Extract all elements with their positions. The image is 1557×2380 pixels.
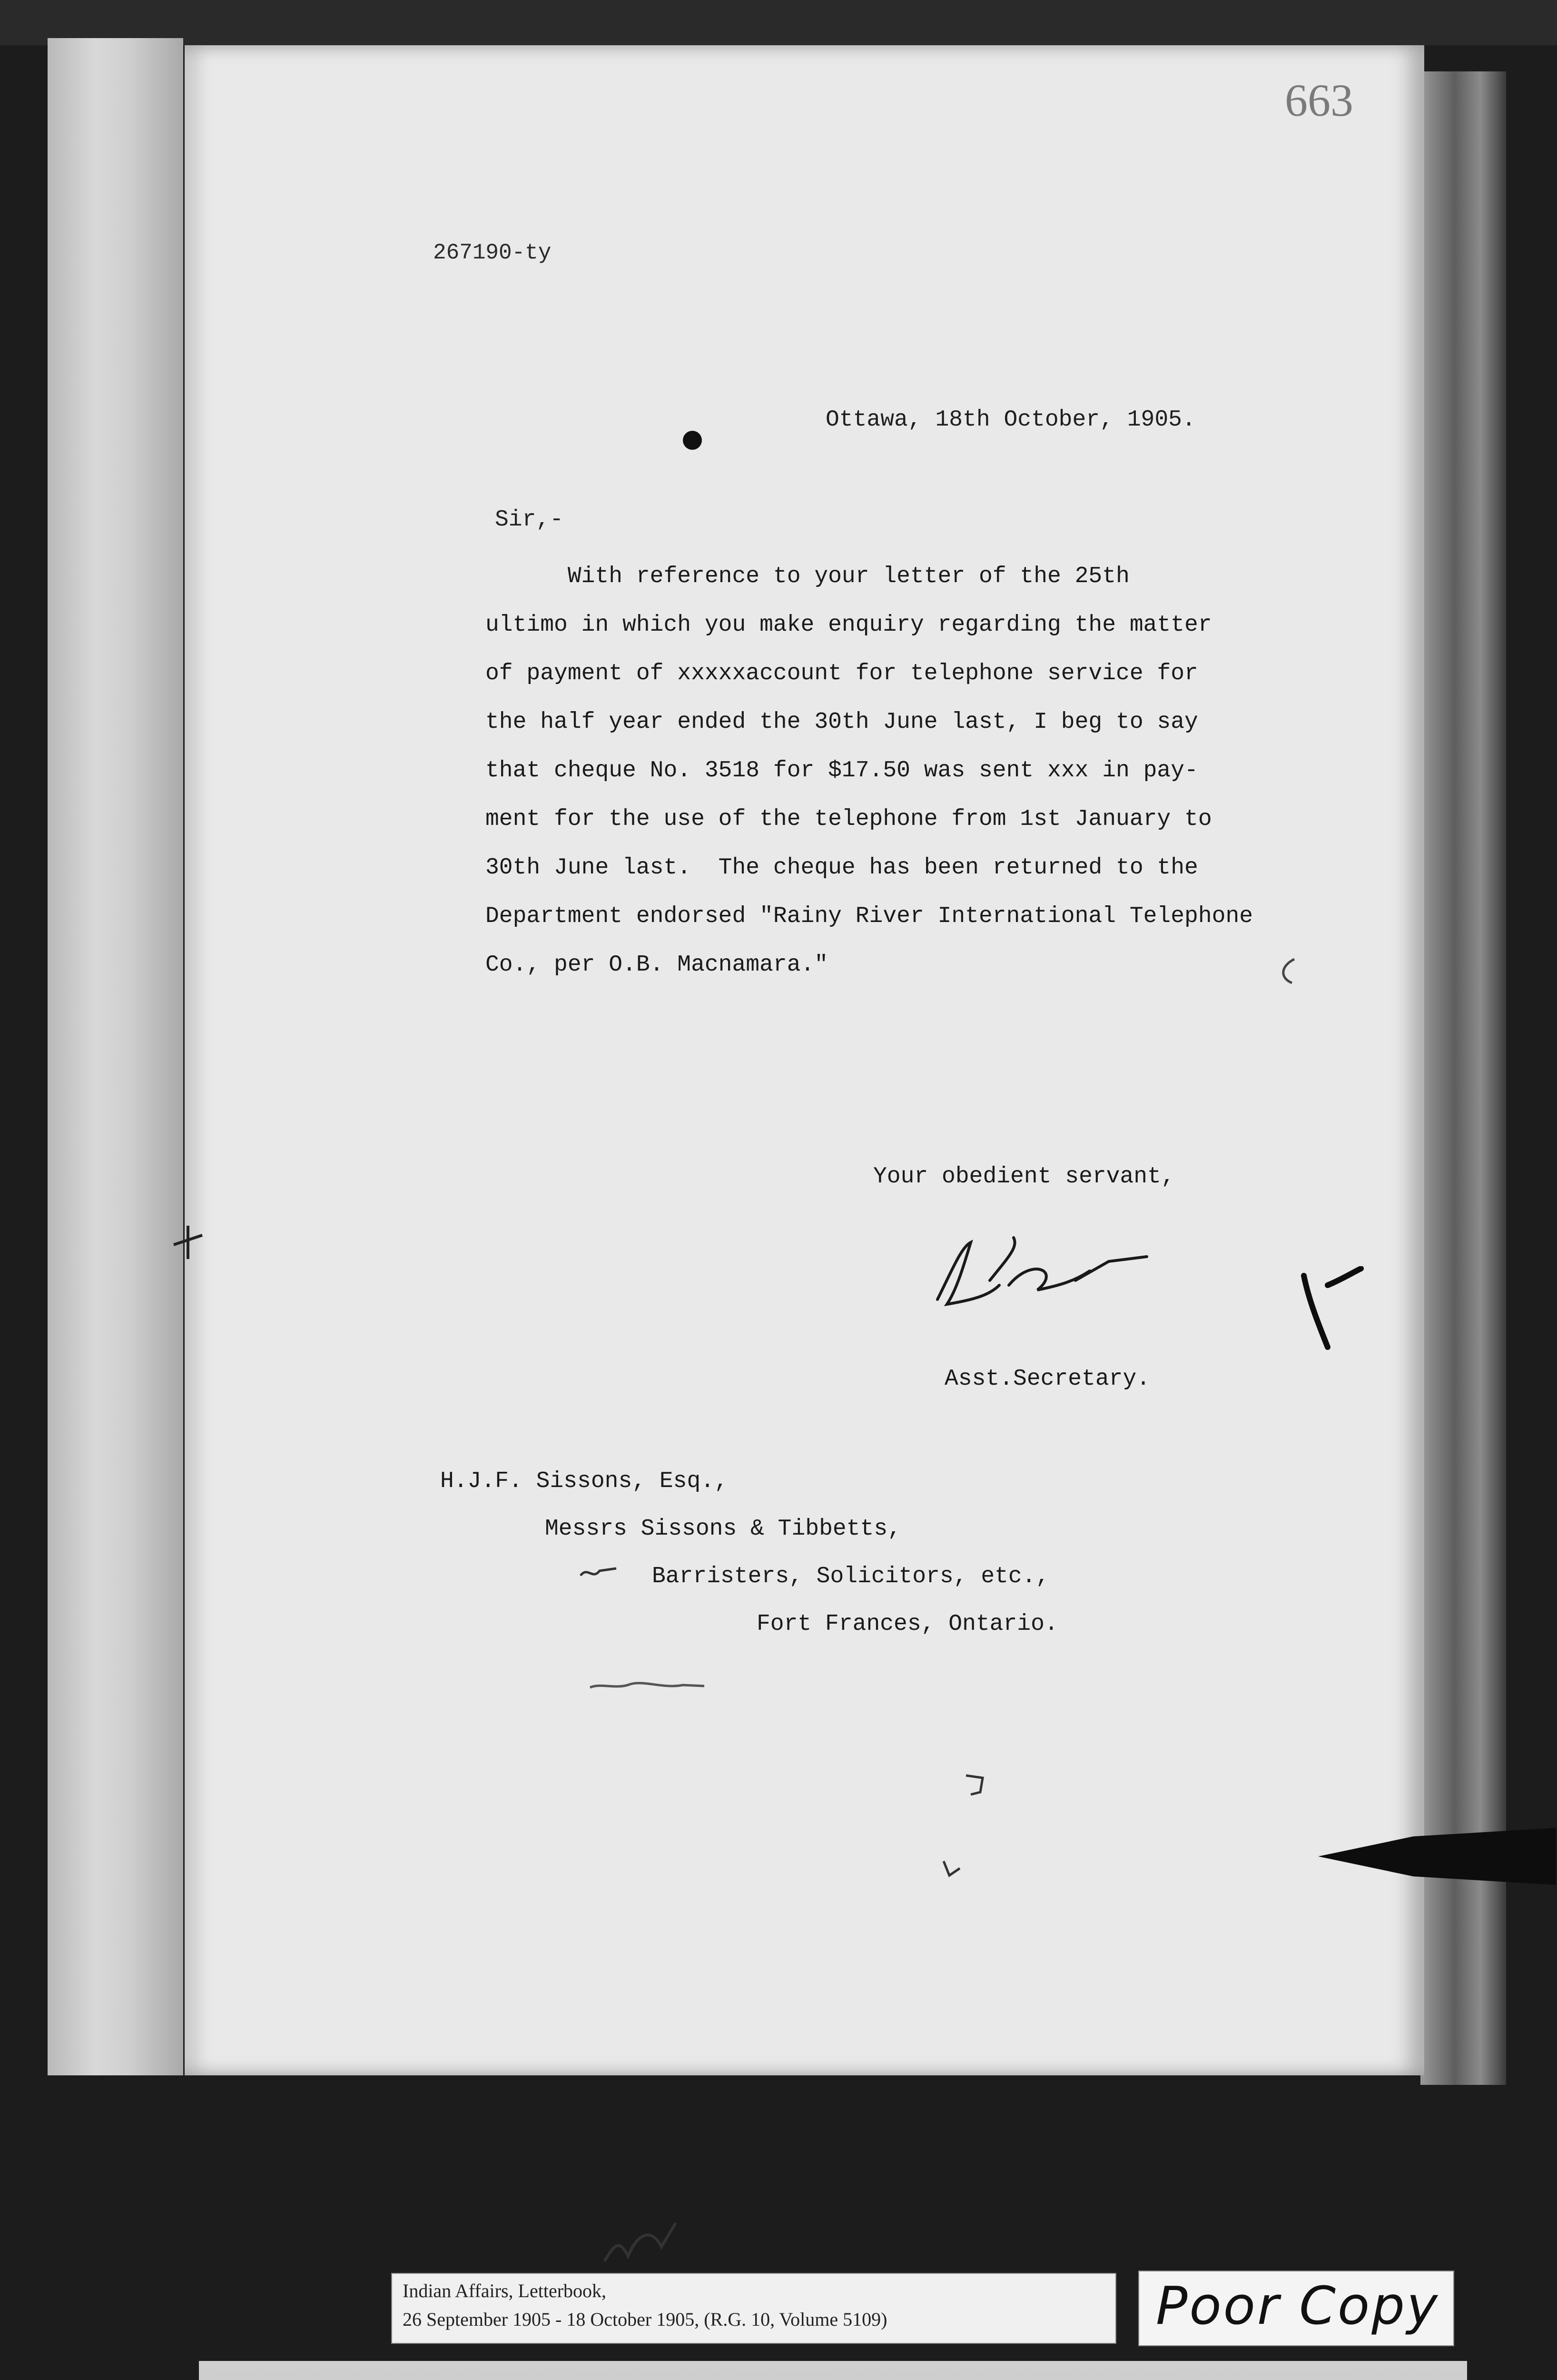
film-border-top — [0, 0, 1557, 45]
addressee-location: Fort Frances, Ontario. — [757, 1611, 1058, 1637]
body-line: 30th June last. The cheque has been returned to the — [485, 855, 1198, 881]
handwritten-signature — [918, 1228, 1166, 1319]
left-page-edge — [48, 38, 183, 2075]
closing-line: Your obedient servant, — [873, 1164, 1175, 1190]
pencil-squiggle-icon — [588, 1676, 707, 1695]
caption-line: Indian Affairs, Letterbook, — [403, 2280, 607, 2301]
body-line: ment for the use of the telephone from 1st January to — [485, 806, 1212, 832]
poor-copy-label — [1138, 2271, 1454, 2346]
file-reference: 267190-ty — [433, 240, 552, 265]
body-line: With reference to your letter of the 25th — [485, 564, 1130, 589]
letter-body — [485, 552, 1332, 989]
salutation: Sir,- — [495, 507, 564, 533]
pencil-hook-icon — [961, 1771, 990, 1799]
pencil-curl-icon — [1275, 957, 1299, 985]
body-line: Co., per O.B. Macnamara." — [485, 952, 828, 978]
signer-title: Asst.Secretary. — [945, 1366, 1151, 1392]
body-line: that cheque No. 3518 for $17.50 was sent xxx in pay- — [485, 758, 1198, 783]
check-mark-icon — [1294, 1266, 1366, 1352]
pencil-scribble-icon — [600, 2218, 680, 2271]
margin-cross-icon — [169, 1223, 207, 1261]
body-line: Department endorsed "Rainy River International Telephone — [485, 903, 1253, 929]
caption-line: 26 September 1905 - 18 October 1905, (R.G. 10, Volume 5109) — [403, 2309, 887, 2330]
poor-copy-text: Poor Copy — [1156, 2275, 1440, 2336]
body-line: ultimo in which you make enquiry regarding the matter — [485, 612, 1212, 638]
letter-page — [185, 45, 1424, 2075]
archive-caption-label — [391, 2273, 1116, 2344]
pencil-mark-icon — [578, 1557, 621, 1585]
addressee-profession: Barristers, Solicitors, etc., — [652, 1564, 1050, 1589]
ink-blot — [683, 431, 702, 450]
body-line: of payment of xxxxxaccount for telephone service for — [485, 661, 1198, 686]
date-line: Ottawa, 18th October, 1905. — [826, 407, 1196, 433]
public-archives-panel — [199, 2361, 1467, 2380]
body-line: the half year ended the 30th June last, I beg to say — [485, 709, 1198, 735]
pencil-tick-icon — [940, 1856, 964, 1880]
addressee-firm: Messrs Sissons & Tibbetts, — [545, 1516, 901, 1542]
right-page-stack — [1420, 71, 1506, 2085]
page-number: 663 — [1285, 75, 1353, 126]
addressee-name: H.J.F. Sissons, Esq., — [440, 1468, 728, 1494]
